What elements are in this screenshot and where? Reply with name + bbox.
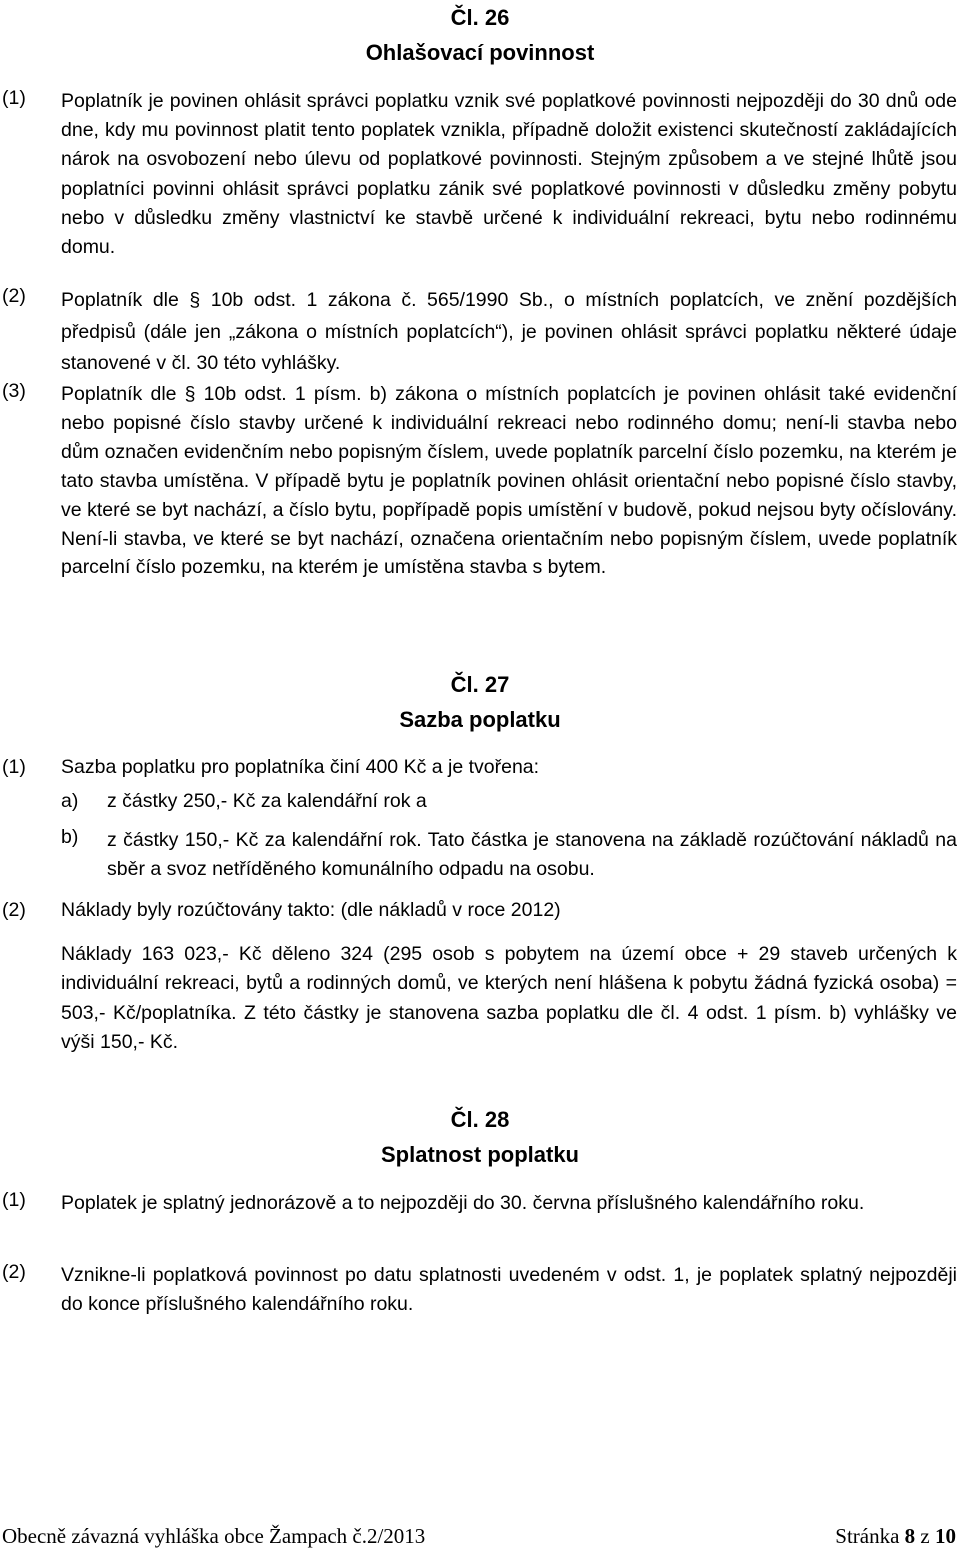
article-26-p3-number: (3) [2, 380, 26, 402]
article-26-p3-text: Poplatník dle § 10b odst. 1 písm. b) zákona o místních poplatcích je povinen ohlásit také evidenční nebo popisné číslo stavby určené k individuální rekreaci nebo rodinného domu; není-li stavba nebo dům označen evidenčním nebo popisným číslem, uvede poplatník parcelní číslo pozemku, na kterém je tato stavba umístěna. V případě bytu je poplatník povinen ohlásit orientační nebo popisné číslo stavby, ve které se byt nachází, a číslo bytu, popřípadě popis umístění v budově, pokud nejsou byty očíslovány. Není-li stavba, ve které se byt nachází, označena orientačním nebo popisným číslem, uvede poplatník parcelní číslo pozemku, na kterém je umístěna stavba s bytem. [61, 383, 957, 579]
footer-page-total: 10 [935, 1524, 956, 1548]
article-27-number: Čl. 27 [450, 672, 510, 697]
article-27-item-a-letter: a) [61, 790, 79, 812]
article-28-title: Splatnost poplatku [381, 1142, 579, 1167]
article-27-title: Sazba poplatku [399, 707, 561, 732]
article-26-p1-number: (1) [2, 87, 26, 109]
article-28-p2-number: (2) [2, 1261, 26, 1283]
article-27-p2-number: (2) [2, 899, 26, 921]
footer-document-title: Obecně závazná vyhláška obce Žampach č.2/2013 [2, 1524, 426, 1548]
article-26-p2-number: (2) [2, 285, 26, 307]
article-26-number: Čl. 26 [450, 5, 510, 30]
article-27-p2-text: Náklady byly rozúčtovány takto: (dle nákladů v roce 2012) [61, 899, 561, 921]
article-26-p2-text: Poplatník dle § 10b odst. 1 zákona č. 565/1990 Sb., o místních poplatcích, ve znění pozdějších předpisů (dále jen „zákona o místních poplatcích“), je povinen ohlásit správci poplatku některé údaje stanovené v čl. 30 této vyhlášky. [61, 289, 957, 374]
article-26-title: Ohlašovací povinnost [365, 40, 595, 65]
article-28-p1-text: Poplatek je splatný jednorázově a to nejpozději do 30. června příslušného kalendářního roku. [61, 1192, 865, 1214]
article-27-p1-number: (1) [2, 756, 26, 778]
article-28-p2-text: Vznikne-li poplatková povinnost po datu splatnosti uvedeném v odst. 1, je poplatek splatný nejpozději do konce příslušného kalendářního roku. [61, 1264, 957, 1315]
article-27-item-b-text: z částky 150,- Kč za kalendářní rok. Tato částka je stanovena na základě rozúčtování nákladů na sběr a svoz netříděného komunálního odpadu na osobu. [107, 829, 957, 880]
article-26-p1-text: Poplatník je povinen ohlásit správci poplatku vznik své poplatkové povinnosti nejpozději do 30 dnů ode dne, kdy mu povinnost platit tento poplatek vznikla, případně doložit existenci skutečností zakládajících nárok na osvobození nebo úlevu od poplatkové povinnosti. Stejným způsobem a ve stejné lhůtě jsou poplatníci povinni ohlásit správci poplatku zánik své poplatkové povinnosti v důsledku změny pobytu nebo v důsledku změny vlastnictví ke stavbě určené k individuální rekreaci, bytu nebo rodinnému domu. [61, 90, 957, 259]
article-28-number: Čl. 28 [450, 1107, 510, 1132]
article-28-p1-number: (1) [2, 1189, 26, 1211]
footer-page-label: Stránka [835, 1524, 900, 1548]
article-27-item-b-letter: b) [61, 826, 79, 848]
footer-page-of: z [920, 1524, 930, 1548]
footer-page-current: 8 [904, 1524, 916, 1548]
article-27-p1-text: Sazba poplatku pro poplatníka činí 400 Kč a je tvořena: [61, 756, 540, 778]
article-27-item-a-text: z částky 250,- Kč za kalendářní rok a [107, 790, 427, 812]
footer-page-counter [835, 1524, 956, 1549]
article-27-p2-detail: Náklady 163 023,- Kč děleno 324 (295 osob s pobytem na území obce + 29 staveb určených k individuální rekreaci, bytů a rodinných domů, ve kterých není hlášena k pobytu žádná fyzická osoba) = 503,- Kč/poplatníka. Z této částky je stanovena sazba poplatku dle čl. 4 odst. 1 písm. b) vyhlášky ve výši 150,- Kč. [61, 943, 957, 1053]
